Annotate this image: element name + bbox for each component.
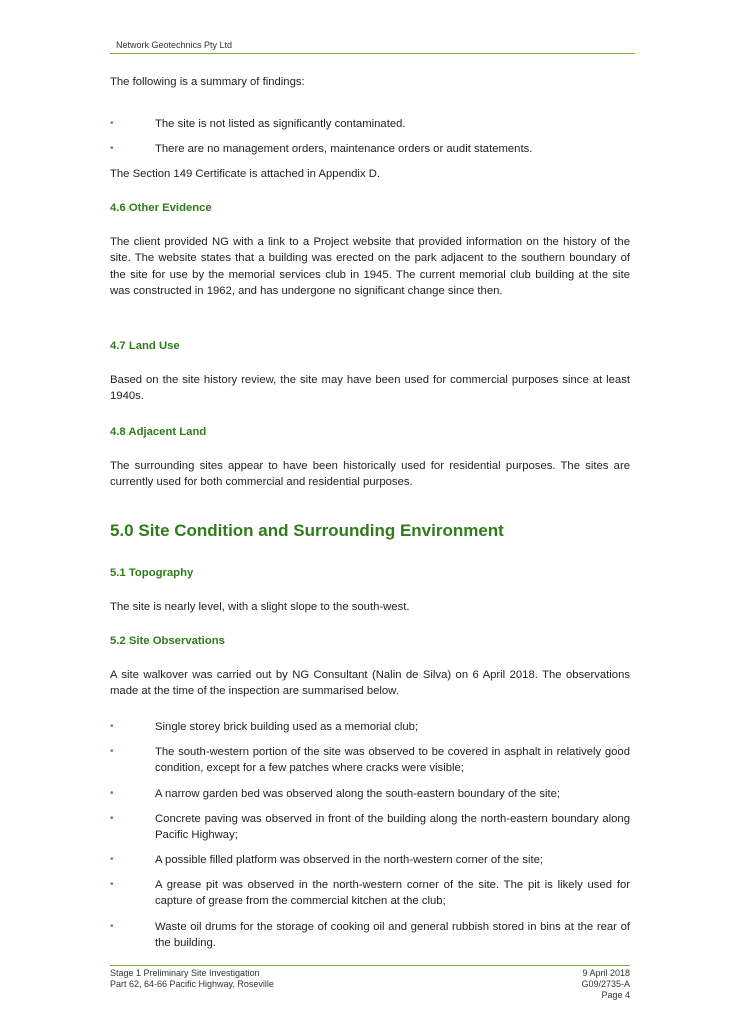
- bullet-icon: •: [110, 118, 114, 129]
- footer-site-address: Part 62, 64-66 Pacific Highway, Roseville: [110, 979, 274, 989]
- section-heading: 4.6 Other Evidence: [110, 202, 212, 214]
- section-paragraph: The surrounding sites appear to have been historically used for residential purposes. The sites are currently used for both commercial and residential purposes.: [110, 460, 630, 489]
- section-title: 5.0 Site Condition and Surrounding Environment: [110, 521, 504, 540]
- page-header: [110, 40, 635, 54]
- section-heading: 5.1 Topography: [110, 567, 194, 579]
- section-paragraph: The client provided NG with a link to a Project website that provided information on the history of the site. The website states that a building was erected on the park adjacent to the southern boundary of the site for use by the memorial services club in 1945. The current memorial club building at the site was constructed in 1962, and has undergone no significant change since then.: [110, 236, 630, 297]
- bullet-icon: •: [110, 854, 114, 865]
- bullet-icon: •: [110, 921, 114, 932]
- bullet-icon: •: [110, 721, 114, 732]
- footer-reference: G09/2735-A: [581, 979, 630, 989]
- section-paragraph: Based on the site history review, the site may have been used for commercial purposes since at least 1940s.: [110, 374, 630, 403]
- bullet-icon: •: [110, 788, 114, 799]
- page-footer: [110, 965, 630, 1000]
- section-paragraph: A site walkover was carried out by NG Consultant (Nalin de Silva) on 6 April 2018. The observations made at the time of the inspection are summarised below.: [110, 669, 630, 698]
- footer-date: 9 April 2018: [582, 968, 630, 978]
- bullet-icon: •: [110, 746, 114, 757]
- intro-paragraph: The following is a summary of findings:: [110, 76, 305, 88]
- section-heading: 5.2 Site Observations: [110, 635, 225, 647]
- company-name: Network Geotechnics Pty Ltd: [116, 40, 233, 50]
- bullet-icon: •: [110, 813, 114, 824]
- footer-right: [581, 968, 630, 1001]
- page-number: Page 4: [601, 990, 630, 1000]
- footer-report-title: Stage 1 Preliminary Site Investigation: [110, 968, 260, 978]
- footer-left: [110, 968, 274, 990]
- certificate-note: The Section 149 Certificate is attached in Appendix D.: [110, 168, 381, 180]
- section-paragraph: The site is nearly level, with a slight slope to the south-west.: [110, 601, 410, 613]
- bullet-icon: •: [110, 143, 114, 154]
- bullet-icon: •: [110, 879, 114, 890]
- section-heading: 4.7 Land Use: [110, 340, 180, 352]
- section-heading: 4.8 Adjacent Land: [110, 426, 207, 438]
